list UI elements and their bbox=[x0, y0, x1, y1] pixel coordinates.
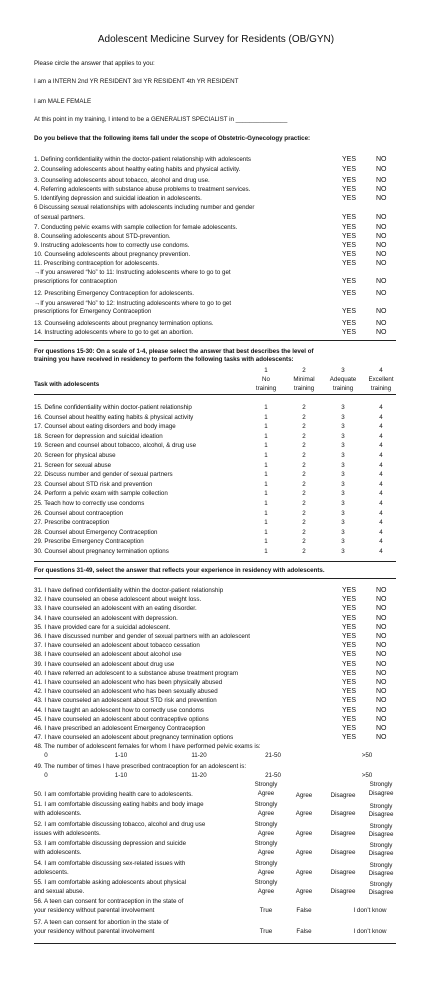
yes-option: YES bbox=[342, 669, 357, 677]
agree-question-cont: and sexual abuse. bbox=[34, 888, 85, 895]
section-divider bbox=[34, 340, 396, 341]
training-rating-option: 2 bbox=[302, 538, 306, 546]
training-rating-option: 3 bbox=[341, 471, 345, 479]
strongly-agree-label: Strongly bbox=[254, 840, 278, 847]
no-option: NO bbox=[376, 156, 387, 163]
training-task-row: 30. Counsel about pregnancy termination options bbox=[34, 548, 169, 555]
no-option: NO bbox=[376, 688, 387, 696]
training-rating-option: 3 bbox=[341, 548, 345, 555]
yes-option: YES bbox=[342, 320, 357, 327]
training-rating-option: 1 bbox=[264, 471, 268, 479]
training-rating-option: 1 bbox=[264, 423, 268, 431]
yes-option: YES bbox=[342, 614, 357, 622]
no-option: NO bbox=[376, 605, 387, 613]
yes-option: YES bbox=[342, 186, 357, 193]
training-rating-option: 1 bbox=[264, 452, 268, 459]
experience-row: 38. I have counseled an adolescent about alcohol use bbox=[34, 651, 182, 659]
question-56-cont: your residency without parental involvement bbox=[34, 907, 155, 914]
no-option: NO bbox=[376, 186, 387, 193]
training-rating-option: 2 bbox=[302, 519, 306, 527]
training-rating-option: 3 bbox=[341, 519, 345, 527]
training-rating-option: 2 bbox=[302, 423, 306, 431]
training-rating-option: 1 bbox=[264, 509, 268, 517]
training-task-row: 15. Define confidentiality within doctor-patient relationship bbox=[34, 404, 192, 411]
training-rating-option: 4 bbox=[379, 471, 383, 479]
count-option: 21-50 bbox=[265, 752, 281, 759]
yes-option: YES bbox=[342, 734, 357, 742]
no-option: NO bbox=[376, 260, 387, 267]
training-rating-option: 3 bbox=[341, 413, 345, 421]
no-option: NO bbox=[376, 177, 387, 184]
no-option: NO bbox=[376, 642, 387, 650]
training-rating-option: 2 bbox=[302, 452, 306, 459]
no-option: NO bbox=[376, 320, 387, 327]
yes-option: YES bbox=[342, 725, 357, 732]
yes-option: YES bbox=[342, 278, 357, 285]
training-rating-option: 4 bbox=[379, 528, 383, 536]
experience-row: 34. I have counseled an adolescent with depression. bbox=[34, 614, 178, 622]
bottom-divider bbox=[34, 943, 396, 944]
agree-question: 53. I am comfortable discussing depression and suicide bbox=[34, 840, 187, 847]
no-option: NO bbox=[376, 669, 387, 677]
section1-item: 6 Discussing sexual relationships with adolescents including number and gender bbox=[34, 204, 255, 211]
true-false-option: True bbox=[259, 928, 273, 935]
experience-row: 40. I have referred an adolescent to a substance abuse treatment program bbox=[34, 669, 238, 677]
section1-item: 3. Counseling adolescents about tobacco, alcohol and drug use. bbox=[34, 177, 210, 184]
disagree-option: Disagree bbox=[368, 869, 394, 877]
strongly-disagree-label: Strongly bbox=[369, 881, 393, 888]
training-rating-option: 3 bbox=[341, 509, 345, 517]
training-rating-option: 1 bbox=[264, 461, 268, 469]
no-option: NO bbox=[376, 290, 387, 297]
no-option: NO bbox=[376, 278, 387, 285]
training-rating-option: 3 bbox=[341, 452, 345, 459]
count-option: 1-10 bbox=[114, 772, 128, 779]
section1-item: →If you answered “No” to 12: Instructing adolescents where to go to get bbox=[34, 300, 232, 307]
question-56: 56. A teen can consent for contraception in the state of bbox=[34, 898, 184, 905]
no-option: NO bbox=[376, 725, 387, 732]
scale-number: 2 bbox=[302, 367, 306, 374]
scale-number: 3 bbox=[341, 367, 345, 374]
yes-option: YES bbox=[342, 290, 357, 297]
section1-item: →If you answered “No” to 11: Instructing adolescents where to go to get bbox=[34, 269, 231, 276]
question-48: 48. The number of adolescent females for whom I have performed pelvic exams is: bbox=[34, 743, 261, 750]
training-rating-option: 2 bbox=[302, 432, 306, 440]
experience-row: 45. I have counseled an adolescent about contraceptive options bbox=[34, 715, 209, 723]
section1-item: 12. Prescribing Emergency Contraception for adolescents. bbox=[34, 290, 194, 297]
no-option: NO bbox=[376, 679, 387, 686]
training-task-row: 24. Perform a pelvic exam with sample collection bbox=[34, 490, 168, 498]
no-option: NO bbox=[376, 614, 387, 622]
training-rating-option: 1 bbox=[264, 519, 268, 527]
no-option: NO bbox=[376, 715, 387, 723]
agree-option: Agree bbox=[295, 810, 313, 817]
training-rating-option: 2 bbox=[302, 461, 306, 469]
experience-row: 32. I have counseled an obese adolescent about weight loss. bbox=[34, 596, 202, 604]
training-rating-option: 3 bbox=[341, 538, 345, 546]
count-option: 11-20 bbox=[191, 772, 207, 779]
disagree-option: Disagree bbox=[330, 888, 356, 895]
no-option: NO bbox=[376, 329, 387, 336]
training-rating-option: 4 bbox=[379, 432, 383, 440]
no-option: NO bbox=[376, 214, 387, 221]
yes-option: YES bbox=[342, 642, 357, 650]
yes-option: YES bbox=[342, 715, 357, 723]
agree-option: Agree bbox=[295, 868, 313, 876]
training-level-line: I am a INTERN 2nd YR RESIDENT 3rd YR RESIDENT 4th YR RESIDENT bbox=[34, 78, 239, 85]
count-option: >50 bbox=[361, 752, 373, 759]
scale-label: training bbox=[255, 385, 277, 392]
section2-heading: For questions 15-30: On a scale of 1-4, please select the answer that best describes the level of bbox=[34, 348, 314, 355]
experience-row: 36. I have discussed number and gender of sexual partners with an adolescent bbox=[34, 633, 251, 640]
training-task-row: 16. Counsel about healthy eating habits & physical activity bbox=[34, 413, 194, 421]
training-rating-option: 4 bbox=[379, 442, 383, 450]
training-rating-option: 4 bbox=[379, 490, 383, 498]
training-rating-option: 3 bbox=[341, 442, 345, 450]
training-rating-option: 4 bbox=[379, 461, 383, 469]
no-option: NO bbox=[376, 195, 387, 202]
training-rating-option: 3 bbox=[341, 480, 345, 488]
training-rating-option: 2 bbox=[302, 413, 306, 421]
scale-label: No bbox=[262, 376, 270, 383]
no-option: NO bbox=[376, 660, 387, 668]
scale-label: training bbox=[293, 385, 315, 392]
experience-row: 46. I have prescribed an adolescent Emergency Contraception bbox=[34, 725, 206, 732]
count-option: 11-20 bbox=[191, 752, 207, 759]
section1-item: 10. Counseling adolescents about pregnancy prevention. bbox=[34, 251, 191, 258]
strongly-disagree-label: Strongly bbox=[369, 861, 393, 869]
disagree-option: Disagree bbox=[330, 829, 356, 837]
yes-option: YES bbox=[342, 679, 357, 686]
training-rating-option: 3 bbox=[341, 432, 345, 440]
scale-label: Minimal bbox=[293, 376, 315, 383]
training-task-row: 21. Screen for sexual abuse bbox=[34, 461, 112, 469]
training-task-row: 26. Counsel about contraception bbox=[34, 509, 124, 517]
experience-row: 31. I have defined confidentiality within the doctor-patient relationship bbox=[34, 587, 224, 594]
strongly-agree-label: Strongly bbox=[254, 781, 278, 788]
scale-label: training bbox=[332, 385, 354, 392]
experience-row: 47. I have counseled an adolescent about pregnancy termination options bbox=[34, 734, 234, 742]
section1-item: 2. Counseling adolescents about healthy eating habits and physical activity. bbox=[34, 166, 241, 173]
no-option: NO bbox=[376, 233, 387, 240]
training-rating-option: 2 bbox=[302, 509, 306, 517]
training-rating-option: 4 bbox=[379, 548, 383, 555]
training-rating-option: 3 bbox=[341, 461, 345, 469]
agree-option: Agree bbox=[257, 849, 275, 856]
section1-item: of sexual partners. bbox=[34, 214, 85, 221]
no-option: NO bbox=[376, 623, 387, 631]
training-rating-option: 3 bbox=[341, 528, 345, 536]
agree-question: 55. I am comfortable asking adolescents about physical bbox=[34, 879, 187, 886]
agree-question-cont: with adolescents. bbox=[34, 849, 82, 856]
agree-option: Agree bbox=[257, 868, 275, 876]
disagree-option: Disagree bbox=[330, 792, 356, 799]
yes-option: YES bbox=[342, 251, 357, 258]
page-title: Adolescent Medicine Survey for Residents (OB/GYN) bbox=[97, 34, 335, 45]
training-rating-option: 3 bbox=[341, 500, 345, 507]
section1-item: prescriptions for contraception bbox=[34, 278, 117, 285]
training-rating-option: 4 bbox=[379, 404, 383, 411]
section-divider bbox=[34, 578, 396, 579]
agree-option: Agree bbox=[257, 829, 275, 837]
yes-option: YES bbox=[342, 329, 357, 336]
training-rating-option: 4 bbox=[379, 480, 383, 488]
section1-item: 4. Referring adolescents with substance abuse problems to treatment services. bbox=[34, 186, 251, 193]
question-57-cont: your residency without parental involvement bbox=[34, 928, 155, 935]
training-rating-option: 1 bbox=[264, 490, 268, 498]
no-option: NO bbox=[376, 242, 387, 249]
yes-option: YES bbox=[342, 214, 357, 221]
training-rating-option: 1 bbox=[264, 413, 268, 421]
task-column-header: Task with adolescents bbox=[34, 381, 100, 388]
yes-option: YES bbox=[342, 242, 357, 249]
yes-option: YES bbox=[342, 224, 357, 231]
training-rating-option: 3 bbox=[341, 490, 345, 498]
yes-option: YES bbox=[342, 706, 357, 714]
instructions-text: Please circle the answer that applies to you: bbox=[34, 60, 155, 67]
section1-item: 5. Identifying depression and suicidal ideation in adolescents. bbox=[34, 195, 202, 202]
agree-question: 51. I am comfortable discussing eating habits and body image bbox=[34, 801, 204, 808]
disagree-option: Disagree bbox=[330, 849, 356, 856]
agree-option: Agree bbox=[295, 829, 313, 837]
yes-option: YES bbox=[342, 260, 357, 267]
training-rating-option: 4 bbox=[379, 413, 383, 421]
training-rating-option: 1 bbox=[264, 500, 268, 507]
training-rating-option: 2 bbox=[302, 404, 306, 411]
count-option: 21-50 bbox=[265, 772, 281, 779]
agree-question: 50. I am comfortable providing health care to adolescents. bbox=[34, 791, 193, 798]
yes-option: YES bbox=[342, 651, 357, 659]
no-option: NO bbox=[376, 734, 387, 742]
agree-option: Agree bbox=[295, 888, 313, 895]
yes-option: YES bbox=[342, 156, 357, 163]
experience-row: 39. I have counseled an adolescent about drug use bbox=[34, 660, 175, 668]
training-task-row: 27. Prescribe contraception bbox=[34, 519, 110, 527]
career-plan-line: At this point in my training, I intend to be a GENERALIST SPECIALIST in _______________ bbox=[34, 116, 288, 123]
yes-option: YES bbox=[342, 660, 357, 668]
no-option: NO bbox=[376, 633, 387, 640]
training-rating-option: 4 bbox=[379, 519, 383, 527]
disagree-option: Disagree bbox=[368, 811, 394, 818]
true-false-option: False bbox=[296, 907, 312, 914]
experience-row: 42. I have counseled an adolescent who has been sexually abused bbox=[34, 688, 218, 696]
experience-row: 37. I have counseled an adolescent about tobacco cessation bbox=[34, 642, 200, 650]
training-rating-option: 4 bbox=[379, 452, 383, 459]
training-task-row: 23. Counsel about STD risk and prevention bbox=[34, 480, 153, 488]
count-option: 0 bbox=[44, 752, 48, 759]
yes-option: YES bbox=[342, 587, 357, 594]
question-57: 57. A teen can consent for abortion in the state of bbox=[34, 919, 169, 926]
scale-label: Excellent bbox=[368, 376, 394, 383]
yes-option: YES bbox=[342, 233, 357, 240]
training-rating-option: 2 bbox=[302, 500, 306, 507]
disagree-option: Disagree bbox=[368, 850, 394, 857]
training-rating-option: 2 bbox=[302, 490, 306, 498]
agree-question: 52. I am comfortable discussing tobacco, alcohol and drug use bbox=[34, 820, 206, 828]
yes-option: YES bbox=[342, 697, 357, 705]
training-task-row: 29. Prescribe Emergency Contraception bbox=[34, 538, 144, 546]
strongly-agree-label: Strongly bbox=[254, 879, 278, 886]
yes-option: YES bbox=[342, 633, 357, 640]
scale-number: 1 bbox=[264, 367, 268, 374]
training-rating-option: 4 bbox=[379, 538, 383, 546]
question-49: 49. The number of times I have prescribed contraception for an adolescent is: bbox=[34, 763, 247, 770]
training-task-row: 20. Screen for physical abuse bbox=[34, 452, 116, 459]
section1-item: prescriptions for Emergency Contraception bbox=[34, 308, 152, 315]
sex-line: I am MALE FEMALE bbox=[34, 98, 92, 105]
training-rating-option: 1 bbox=[264, 528, 268, 536]
experience-row: 43. I have counseled an adolescent about STD risk and prevention bbox=[34, 697, 217, 705]
yes-option: YES bbox=[342, 688, 357, 696]
agree-option: Agree bbox=[257, 810, 275, 817]
experience-row: 41. I have counseled an adolescent who has been physically abused bbox=[34, 679, 223, 686]
section2-heading: training you have received in residency to perform the following tasks with adolescents: bbox=[34, 356, 294, 363]
no-option: NO bbox=[376, 251, 387, 258]
no-option: NO bbox=[376, 166, 387, 173]
training-task-row: 25. Teach how to correctly use condoms bbox=[34, 500, 145, 507]
scale-label: training bbox=[370, 385, 392, 392]
true-false-option: I don’t know bbox=[353, 928, 387, 935]
strongly-disagree-label: Strongly bbox=[369, 781, 393, 788]
yes-option: YES bbox=[342, 623, 357, 631]
section1-item: 1. Defining confidentiality within the doctor-patient relationship with adolescents bbox=[34, 156, 252, 163]
training-rating-option: 2 bbox=[302, 528, 306, 536]
agree-question-cont: adolescents. bbox=[34, 868, 69, 876]
training-task-row: 28. Counsel about Emergency Contraception bbox=[34, 528, 158, 536]
strongly-disagree-label: Strongly bbox=[369, 822, 393, 830]
training-rating-option: 1 bbox=[264, 548, 268, 555]
no-option: NO bbox=[376, 308, 387, 315]
agree-question-cont: issues with adolescents. bbox=[34, 829, 101, 837]
true-false-option: False bbox=[296, 928, 312, 935]
training-rating-option: 1 bbox=[264, 442, 268, 450]
yes-option: YES bbox=[342, 308, 357, 315]
training-rating-option: 1 bbox=[264, 404, 268, 411]
yes-option: YES bbox=[342, 177, 357, 184]
strongly-agree-label: Strongly bbox=[254, 801, 278, 808]
count-option: 1-10 bbox=[114, 752, 128, 759]
no-option: NO bbox=[376, 651, 387, 659]
strongly-agree-label: Strongly bbox=[254, 859, 278, 867]
agree-option: Agree bbox=[295, 849, 313, 856]
section-divider bbox=[34, 561, 396, 562]
training-rating-option: 3 bbox=[341, 423, 345, 431]
section1-item: 11. Prescribing contraception for adolescents. bbox=[34, 260, 160, 267]
table-header-divider bbox=[34, 394, 396, 395]
training-rating-option: 1 bbox=[264, 432, 268, 440]
agree-question: 54. I am comfortable discussing sex-related issues with bbox=[34, 859, 186, 867]
strongly-agree-label: Strongly bbox=[254, 820, 278, 828]
strongly-disagree-label: Strongly bbox=[369, 803, 393, 810]
section1-item: 14. Instructing adolescents where to go to get an abortion. bbox=[34, 329, 194, 336]
section1-item: 7. Conducting pelvic exams with sample collection for female adolescents. bbox=[34, 224, 238, 231]
agree-option: Agree bbox=[257, 790, 275, 797]
true-false-option: True bbox=[259, 907, 273, 914]
training-rating-option: 2 bbox=[302, 471, 306, 479]
agree-question-cont: with adolescents. bbox=[34, 810, 82, 817]
training-task-row: 22. Discuss number and gender of sexual partners bbox=[34, 471, 173, 479]
section1-item: 8. Counseling adolescents about STD-prevention. bbox=[34, 233, 171, 240]
disagree-option: Disagree bbox=[368, 830, 394, 838]
disagree-option: Disagree bbox=[368, 889, 394, 896]
yes-option: YES bbox=[342, 195, 357, 202]
scale-label: Adequate bbox=[329, 376, 357, 383]
training-rating-option: 2 bbox=[302, 480, 306, 488]
training-rating-option: 2 bbox=[302, 548, 306, 555]
training-rating-option: 4 bbox=[379, 509, 383, 517]
training-task-row: 19. Screen and counsel about tobacco, alcohol, & drug use bbox=[34, 442, 197, 450]
experience-row: 44. I have taught an adolescent how to correctly use condoms bbox=[34, 706, 204, 714]
true-false-option: I don’t know bbox=[353, 907, 387, 914]
count-option: >50 bbox=[361, 772, 373, 779]
count-option: 0 bbox=[44, 772, 48, 779]
section1-item: 13. Counseling adolescents about pregnancy termination options. bbox=[34, 320, 214, 327]
training-rating-option: 4 bbox=[379, 500, 383, 507]
no-option: NO bbox=[376, 587, 387, 594]
training-rating-option: 1 bbox=[264, 480, 268, 488]
section1-heading: Do you believe that the following items fall under the scope of Obstetric-Gynecology practice: bbox=[34, 135, 311, 142]
scale-number: 4 bbox=[379, 367, 383, 374]
disagree-option: Disagree bbox=[330, 868, 356, 876]
no-option: NO bbox=[376, 706, 387, 714]
yes-option: YES bbox=[342, 605, 357, 613]
training-rating-option: 4 bbox=[379, 423, 383, 431]
strongly-disagree-label: Strongly bbox=[369, 842, 393, 849]
disagree-option: Disagree bbox=[368, 790, 394, 797]
agree-option: Agree bbox=[257, 888, 275, 895]
section3-heading: For questions 31-49, select the answer that reflects your experience in residency with adolescents. bbox=[34, 567, 325, 574]
disagree-option: Disagree bbox=[330, 810, 356, 817]
no-option: NO bbox=[376, 596, 387, 604]
no-option: NO bbox=[376, 224, 387, 231]
yes-option: YES bbox=[342, 596, 357, 604]
training-rating-option: 2 bbox=[302, 442, 306, 450]
section1-item: 9. Instructing adolescents how to correctly use condoms. bbox=[34, 242, 190, 249]
no-option: NO bbox=[376, 697, 387, 705]
experience-row: 33. I have counseled an adolescent with an eating disorder. bbox=[34, 605, 197, 613]
training-task-row: 18. Screen for depression and suicidal ideation bbox=[34, 432, 163, 440]
yes-option: YES bbox=[342, 166, 357, 173]
training-task-row: 17. Counsel about eating disorders and body image bbox=[34, 423, 176, 431]
experience-row: 35. I have provided care for a suicidal adolescent. bbox=[34, 623, 171, 631]
training-rating-option: 1 bbox=[264, 538, 268, 546]
agree-option: Agree bbox=[295, 792, 313, 799]
training-rating-option: 3 bbox=[341, 404, 345, 411]
